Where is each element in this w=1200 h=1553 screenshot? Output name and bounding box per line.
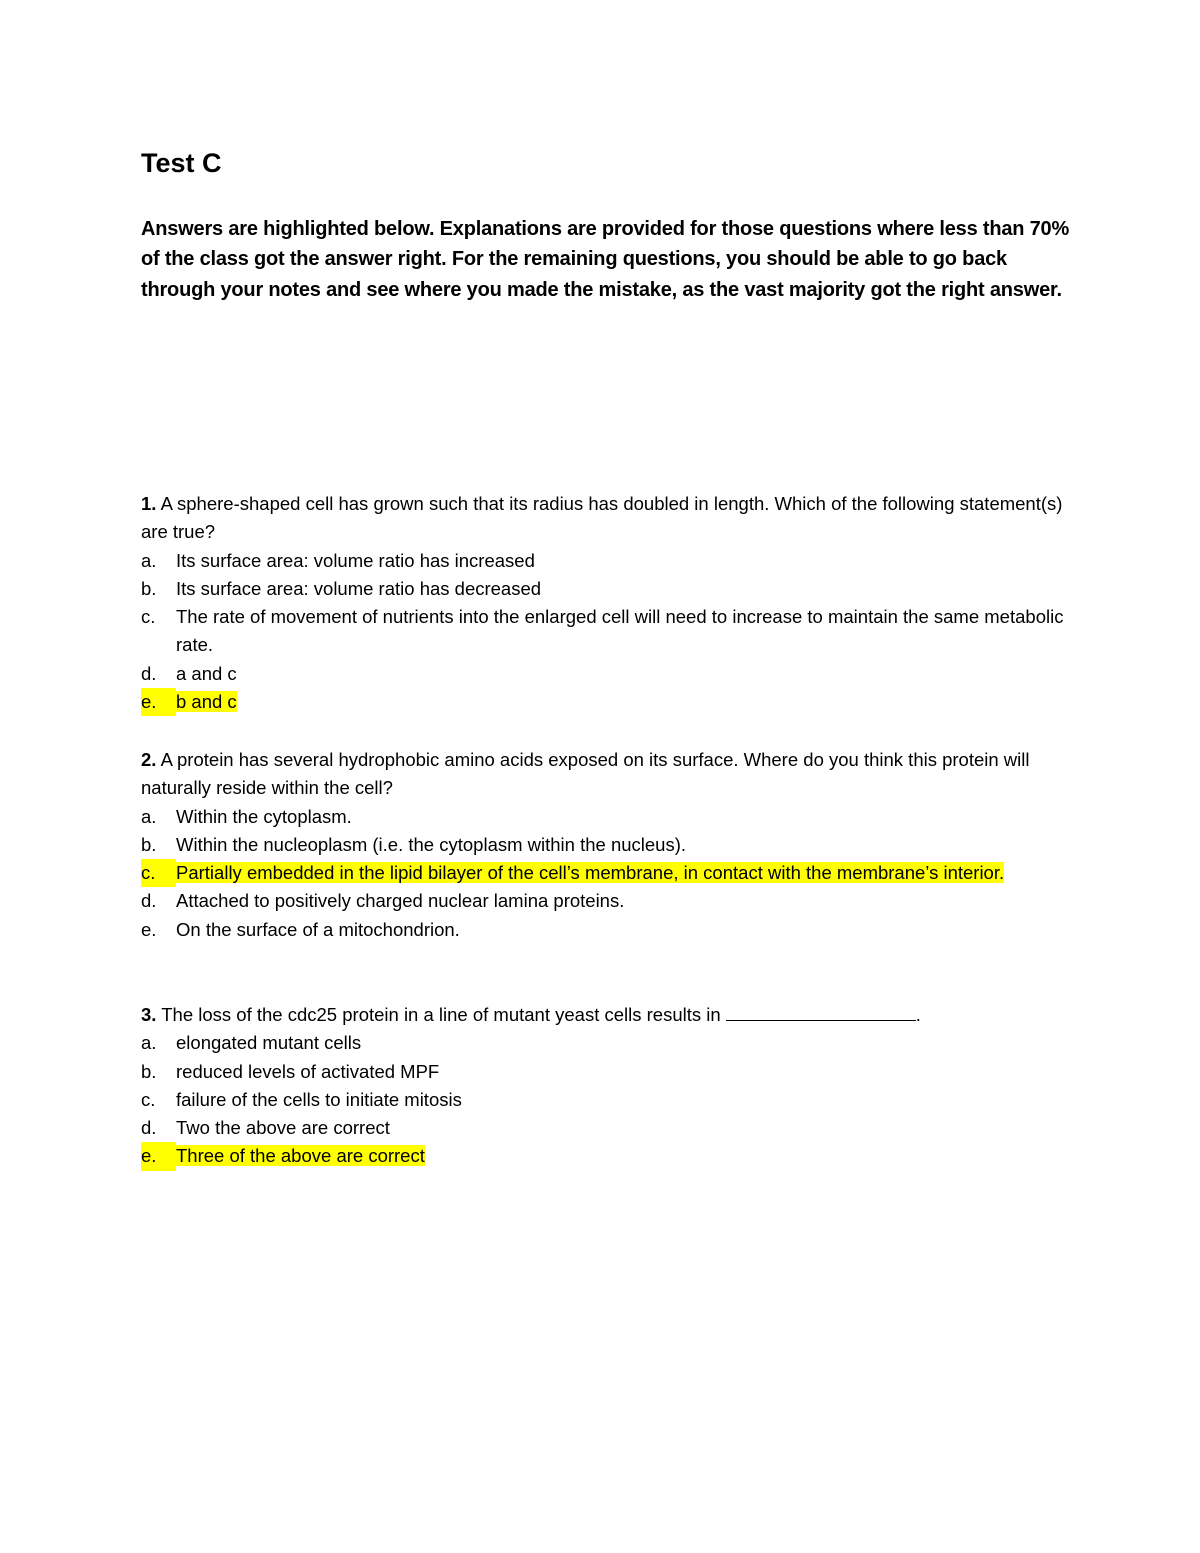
option-c-answer: [141, 859, 1071, 887]
option-letter: a.: [141, 549, 157, 571]
option-letter: d.: [141, 662, 157, 684]
option-letter: e.: [141, 688, 176, 716]
option-b: [141, 575, 1071, 603]
option-letter: c.: [141, 606, 156, 628]
option-text: Its surface area: volume ratio has increased: [176, 549, 535, 571]
option-e: [141, 916, 1071, 944]
option-letter: c.: [141, 1088, 156, 1110]
option-text: failure of the cells to initiate mitosis: [176, 1088, 462, 1110]
option-text: reduced levels of activated MPF: [176, 1060, 440, 1082]
question-stem: [141, 746, 1071, 803]
option-text: Its surface area: volume ratio has decreased: [176, 577, 542, 599]
option-text: Within the cytoplasm.: [176, 805, 352, 827]
option-d: [141, 887, 1071, 915]
option-e-answer: [141, 1142, 1071, 1170]
option-text: Two the above are correct: [176, 1117, 390, 1139]
option-letter: e.: [141, 1142, 176, 1170]
question-stem: [141, 1001, 1071, 1029]
question-text: A sphere-shaped cell has grown such that its radius has doubled in length. Which of the following statement(s) are true?: [141, 493, 1063, 543]
option-letter: e.: [141, 918, 157, 940]
option-letter: d.: [141, 890, 157, 912]
option-letter: a.: [141, 805, 157, 827]
option-text: The rate of movement of nutrients into the enlarged cell will need to increase to maintain the same metabolic rate.: [176, 606, 1064, 656]
option-text: Three of the above are correct: [176, 1145, 425, 1167]
option-text: Attached to positively charged nuclear lamina proteins.: [176, 890, 625, 912]
question-2: [141, 746, 1071, 944]
option-b: [141, 1058, 1071, 1086]
option-a: [141, 1029, 1071, 1057]
option-letter: a.: [141, 1032, 157, 1054]
option-d: [141, 660, 1071, 688]
option-e-answer: [141, 688, 1071, 716]
option-b: [141, 831, 1071, 859]
question-text: The loss of the cdc25 protein in a line of mutant yeast cells results in: [161, 1004, 721, 1025]
question-stem: [141, 490, 1071, 547]
option-text: Within the nucleoplasm (i.e. the cytoplasm within the nucleus).: [176, 833, 687, 855]
question-3: [141, 1001, 1071, 1171]
option-a: [141, 547, 1071, 575]
option-c: [141, 1086, 1071, 1114]
answer-blank-line: [726, 1002, 916, 1021]
option-text: On the surface of a mitochondrion.: [176, 918, 460, 940]
question-text: A protein has several hydrophobic amino acids exposed on its surface. Where do you think this protein will naturally reside within the cell?: [141, 749, 1030, 799]
option-text: a and c: [176, 662, 237, 684]
option-d: [141, 1114, 1071, 1142]
option-text: b and c: [176, 691, 237, 713]
option-letter: b.: [141, 577, 157, 599]
question-number: 1.: [141, 493, 157, 514]
question-number: 3.: [141, 1004, 157, 1025]
page-title: Test C: [141, 148, 222, 178]
option-text: elongated mutant cells: [176, 1032, 362, 1054]
option-letter: b.: [141, 833, 157, 855]
question-text-end: .: [915, 1004, 921, 1025]
option-letter: c.: [141, 859, 176, 887]
option-letter: d.: [141, 1117, 157, 1139]
question-1: [141, 490, 1071, 716]
question-number: 2.: [141, 749, 157, 770]
option-text: Partially embedded in the lipid bilayer of the cell’s membrane, in contact with the membrane’s interior.: [176, 862, 1005, 884]
option-c: [141, 603, 1071, 660]
option-a: [141, 803, 1071, 831]
option-letter: b.: [141, 1060, 157, 1082]
intro-paragraph: Answers are highlighted below. Explanations are provided for those questions where less than 70% of the class got the answer right. For the remaining questions, you should be able to go back through your notes and see where you made the mistake, as the vast majority got the right answer.: [141, 218, 1070, 301]
